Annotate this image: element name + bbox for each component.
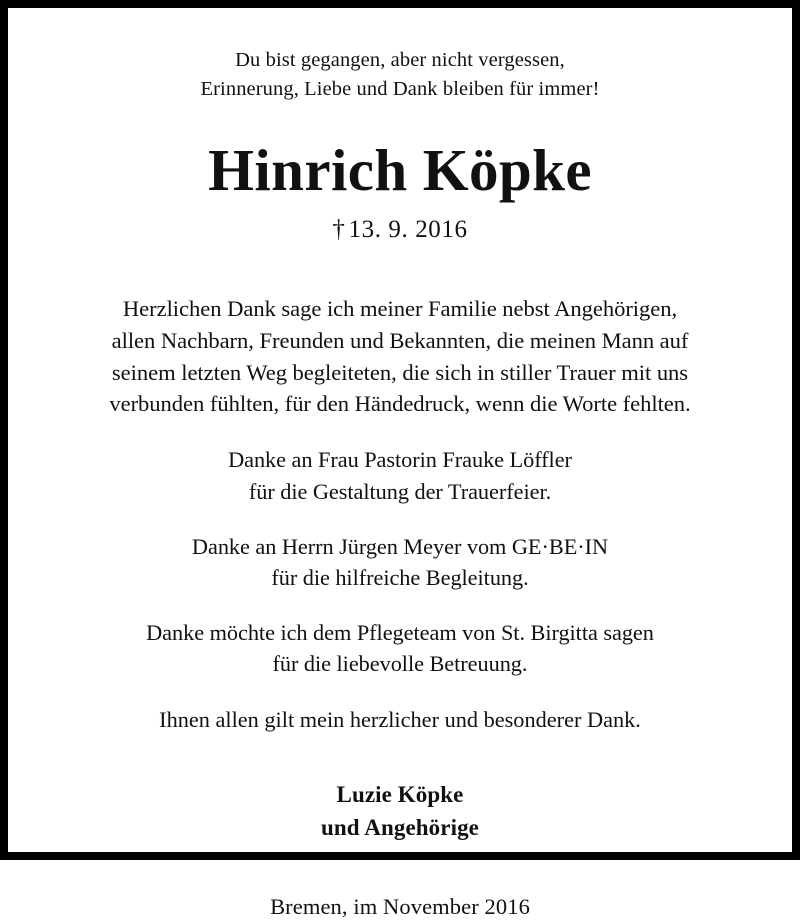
thanks-block-funeral-service: [42, 531, 758, 593]
notice-content: [8, 8, 792, 920]
thanks-funeral-service-line-1: Danke an Herrn Jürgen Meyer vom GE·BE·IN: [191, 533, 609, 559]
body-line-1: Herzlichen Dank sage ich meiner Familie nebst Angehörigen,: [122, 295, 678, 321]
thanks-block-pastor: [42, 444, 758, 506]
thanks-pastor-line-2: für die Gestaltung der Trauerfeier.: [248, 478, 552, 504]
dagger-icon: †: [332, 215, 346, 243]
thanks-block-care-team: [42, 617, 758, 679]
signature-relatives: und Angehörige: [321, 814, 479, 840]
place-and-date: Bremen, im November 2016: [270, 894, 530, 920]
epigraph-line-2: Erinnerung, Liebe und Dank bleiben für immer!: [200, 78, 600, 101]
thanks-care-team-line-2: für die liebevolle Betreuung.: [272, 651, 528, 677]
thanks-funeral-service-line-2: für die hilfreiche Begleitung.: [271, 565, 529, 591]
epigraph-line-1: Du bist gegangen, aber nicht vergessen,: [235, 49, 565, 71]
closing-line: Ihnen allen gilt mein herzlicher und besonderer Dank.: [159, 706, 641, 732]
body-paragraph: [42, 293, 758, 421]
signature-name: Luzie Köpke: [336, 781, 464, 807]
signature-block: [321, 779, 479, 844]
body-line-3: seinem letzten Weg begleiteten, die sich in stiller Trauer mit uns: [111, 359, 689, 385]
death-date-value: 13. 9. 2016: [348, 215, 468, 243]
body-line-2: allen Nachbarn, Freunden und Bekannten, die meinen Mann auf: [111, 327, 689, 353]
deceased-name: Hinrich Köpke: [208, 137, 592, 204]
death-date-line: [332, 215, 467, 245]
thanks-care-team-line-1: Danke möchte ich dem Pflegeteam von St. Birgitta sagen: [146, 620, 654, 646]
thanks-pastor-line-1: Danke an Frau Pastorin Frauke Löffler: [228, 447, 572, 473]
epigraph: [80, 46, 720, 104]
body-line-4: verbunden fühlten, für den Händedruck, wenn die Worte fehlten.: [109, 391, 691, 417]
